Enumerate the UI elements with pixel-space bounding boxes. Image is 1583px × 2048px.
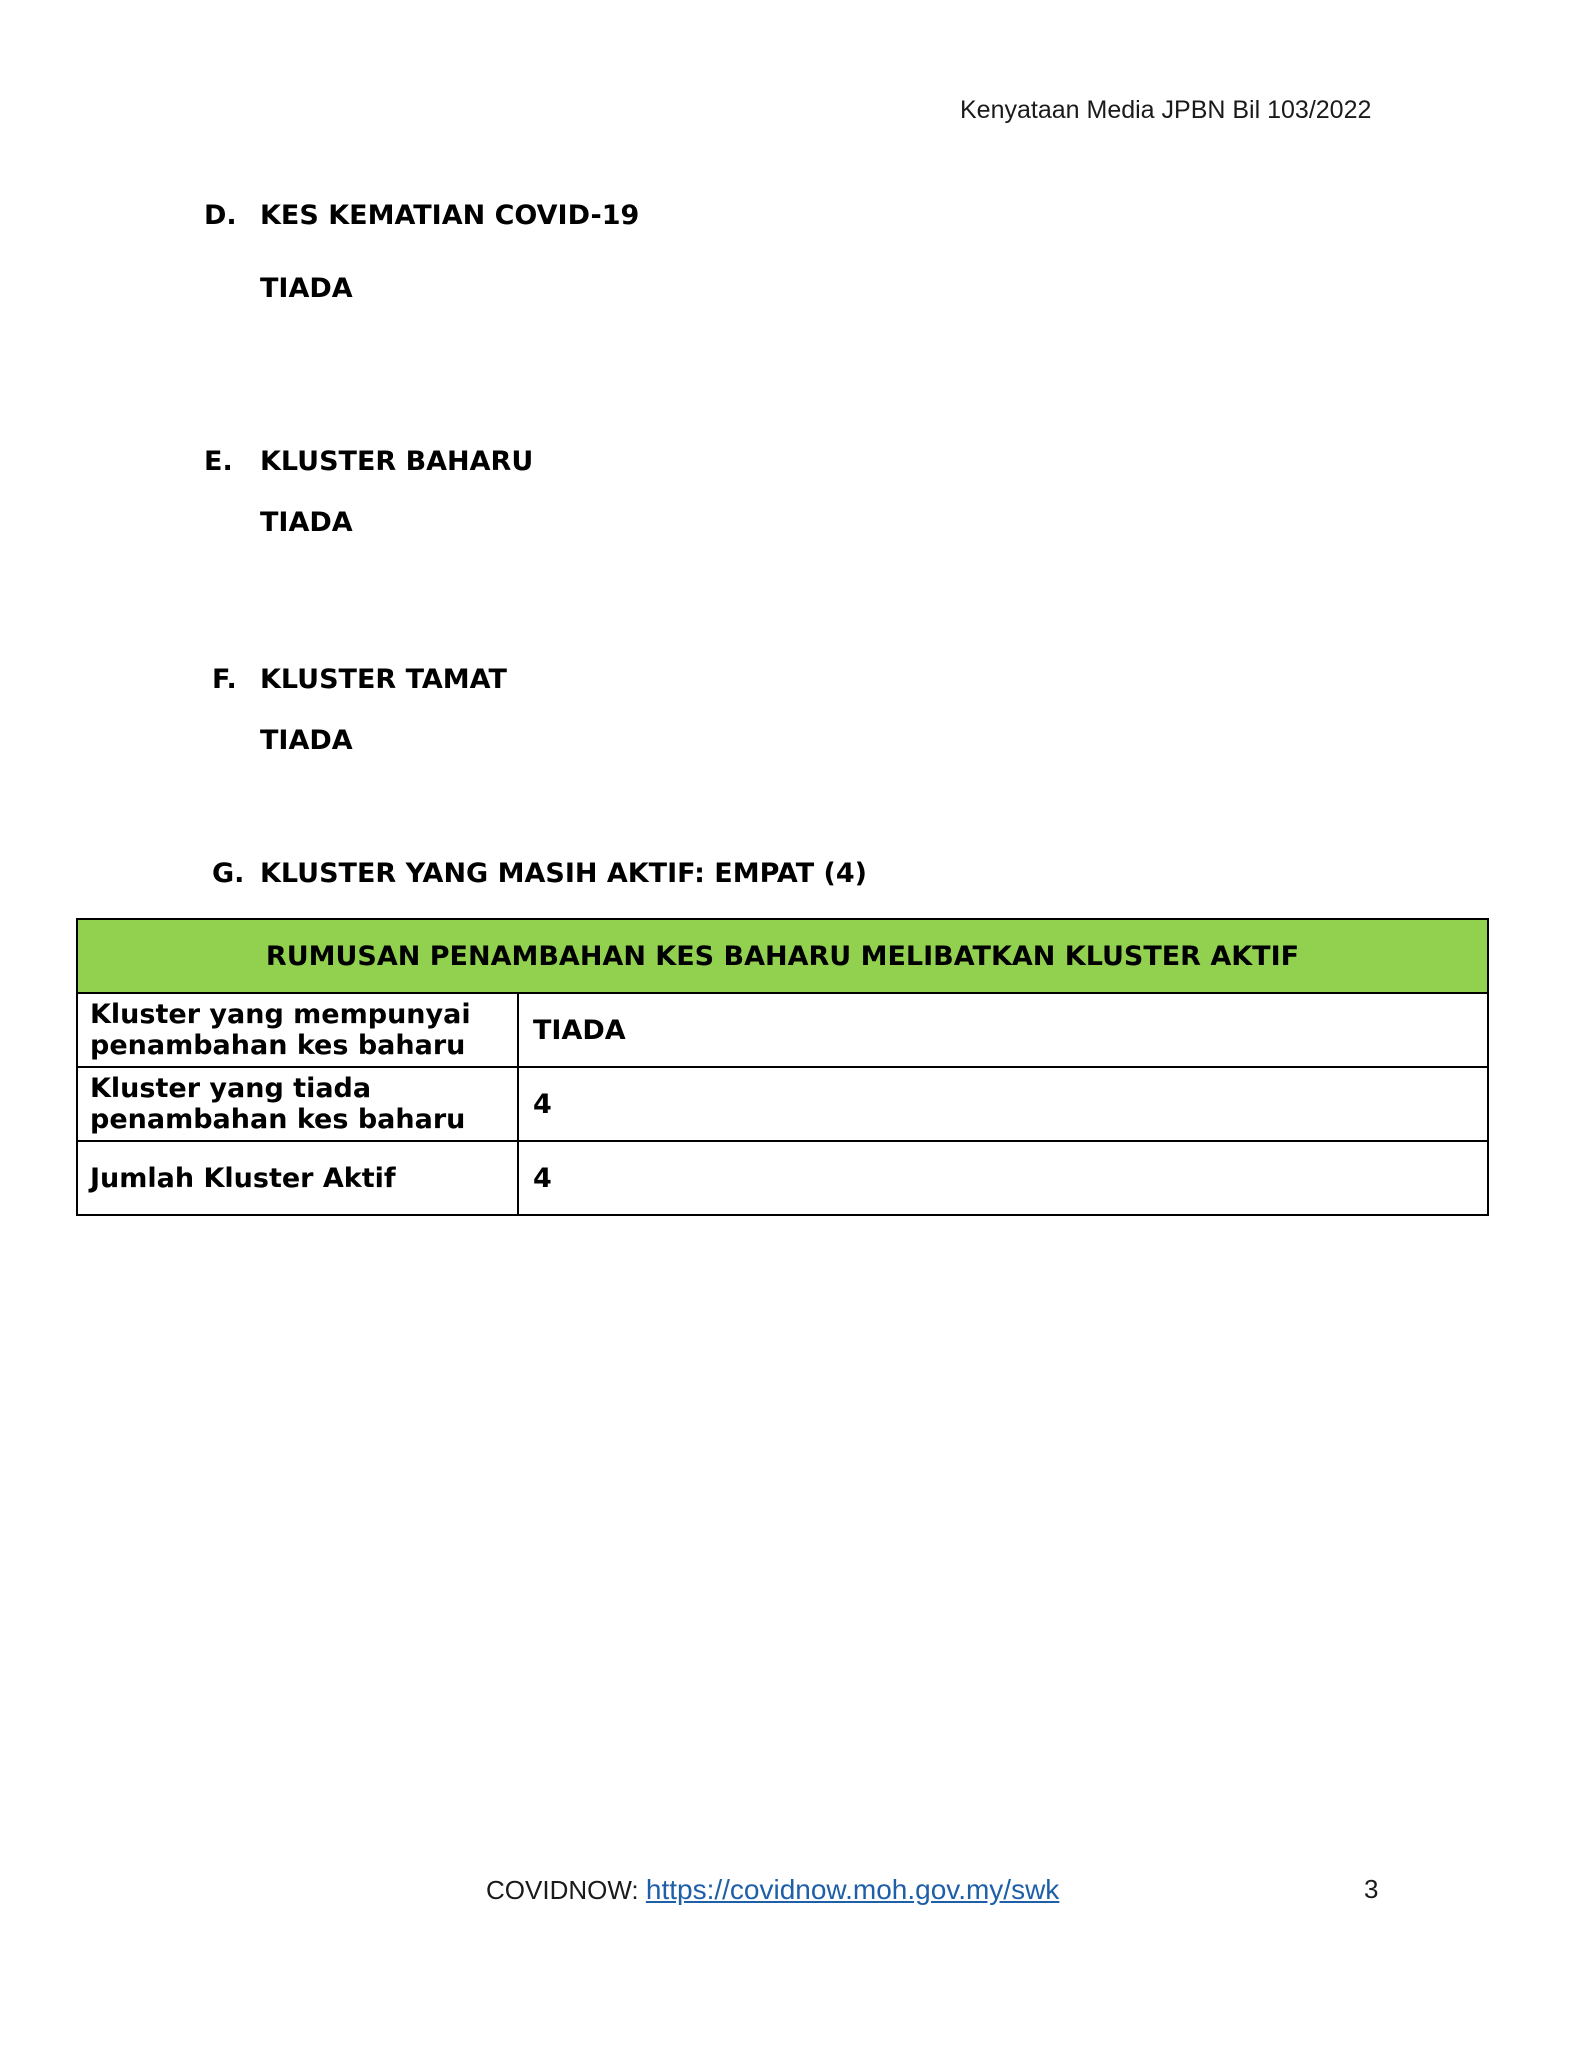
row-value-no-new-cases: 4 (518, 1067, 1488, 1141)
row-label-total-active: Jumlah Kluster Aktif (77, 1141, 518, 1215)
table-row (77, 1067, 1488, 1141)
row-label-no-new-cases: Kluster yang tiada penambahan kes baharu (77, 1067, 518, 1141)
row-value-total-active: 4 (518, 1141, 1488, 1215)
table-row (77, 993, 1488, 1067)
section-g-letter: G. (212, 858, 245, 889)
page-number: 3 (1364, 1874, 1379, 1904)
active-cluster-summary-table (76, 918, 1489, 1216)
row-value-new-cases: TIADA (518, 993, 1488, 1067)
section-f-letter: F. (212, 664, 237, 695)
section-e-letter: E. (204, 446, 233, 477)
table-header-row (77, 919, 1488, 993)
document-reference: Kenyataan Media JPBN Bil 103/2022 (960, 96, 1372, 124)
section-f-title: KLUSTER TAMAT (260, 664, 507, 695)
covidnow-link[interactable]: https://covidnow.moh.gov.my/swk (645, 1874, 1060, 1905)
footer (486, 1874, 1059, 1906)
section-d-title: KES KEMATIAN COVID-19 (260, 200, 640, 231)
row-label-new-cases: Kluster yang mempunyai penambahan kes baharu (77, 993, 518, 1067)
section-f-value: TIADA (260, 725, 353, 756)
footer-prefix: COVIDNOW: (486, 1875, 639, 1905)
section-e-value: TIADA (260, 507, 353, 538)
section-d-letter: D. (204, 200, 237, 231)
section-g-title: KLUSTER YANG MASIH AKTIF: EMPAT (4) (260, 858, 868, 889)
section-e-title: KLUSTER BAHARU (260, 446, 534, 477)
table-header: RUMUSAN PENAMBAHAN KES BAHARU MELIBATKAN KLUSTER AKTIF (77, 919, 1488, 993)
section-d-value: TIADA (260, 273, 353, 304)
table-row (77, 1141, 1488, 1215)
